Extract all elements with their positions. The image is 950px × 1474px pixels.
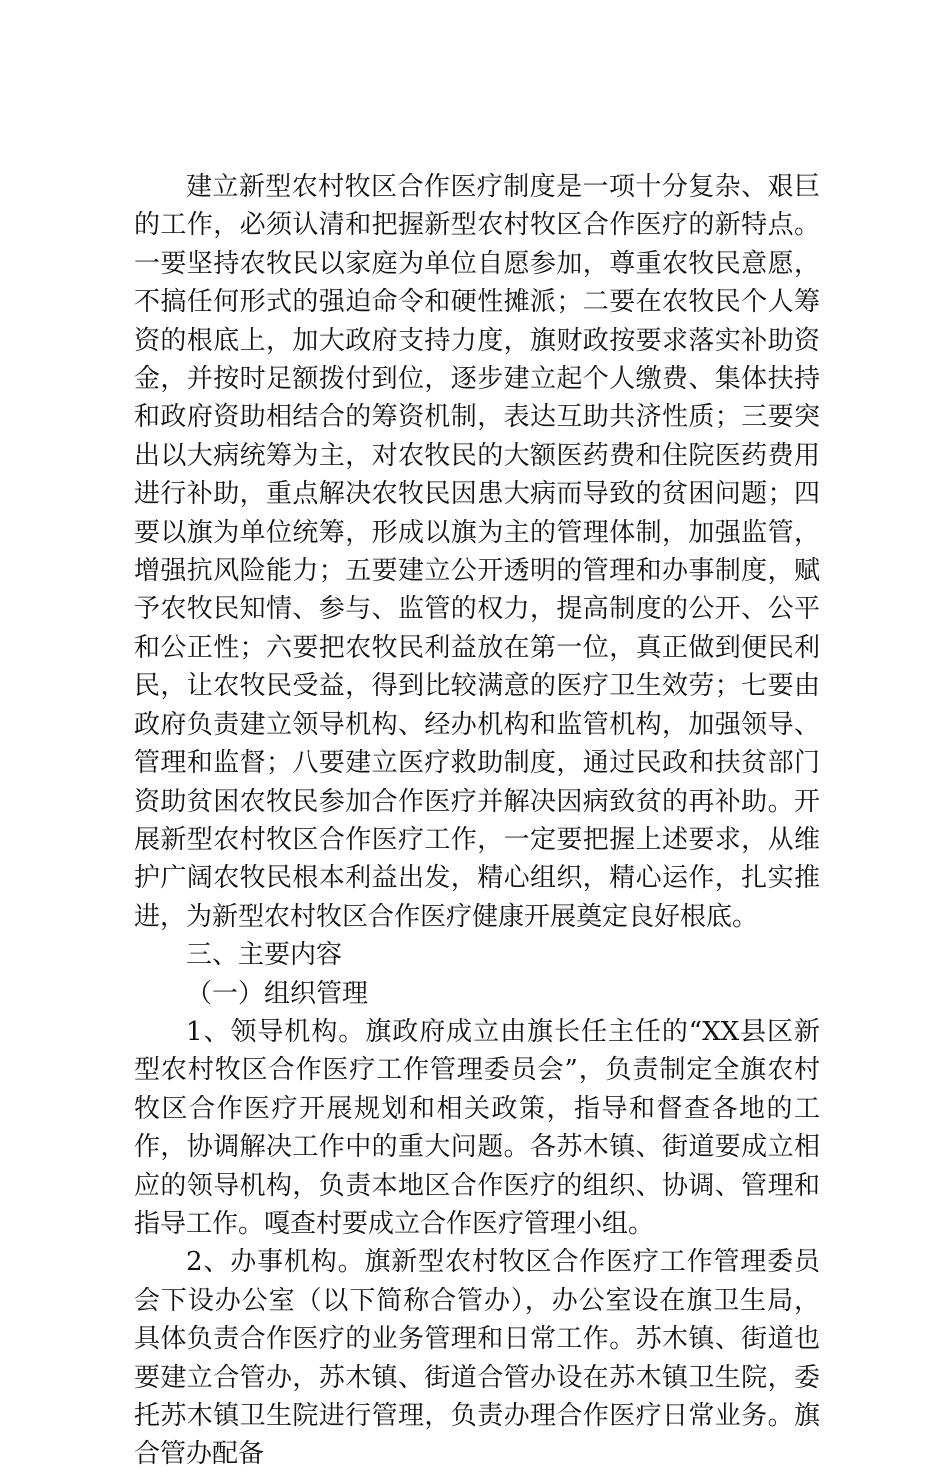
subsection-heading-organization: （一）组织管理 (186, 978, 369, 1009)
paragraph-office: 2、办事机构。旗新型农村牧区合作医疗工作管理委员会下设办公室（以下简称合管办），办公室设在旗卫生局，具体负责合作医疗的业务管理和日常工作。苏木镇、街道也要建立合管办，苏木镇、街道合管办设在苏木镇卫生院，委托苏木镇卫生院进行管理，负责办理合作医疗日常业务。旗合管办配备 (134, 1247, 820, 1470)
paragraph-principles: 建立新型农村牧区合作医疗制度是一项十分复杂、艰巨的工作，必须认清和把握新型农村牧区合作医疗的新特点。一要坚持农牧民以家庭为单位自愿参加，尊重农牧民意愿，不搞任何形式的强迫命令和硬性摊派；二要在农牧民个人筹资的根底上，加大政府支持力度，旗财政按要求落实补助资金，并按时足额拨付到位，逐步建立起个人缴费、集体扶持和政府资助相结合的筹资机制，表达互助共济性质；三要突出以大病统筹为主，对农牧民的大额医药费和住院医药费用进行补助，重点解决农牧民因患大病而导致的贫困问题；四要以旗为单位统筹，形成以旗为主的管理体制，加强监管，增强抗风险能力；五要建立公开透明的管理和办事制度，赋予农牧民知情、参与、监管的权力，提高制度的公开、公平和公正性；六要把农牧民利益放在第一位，真正做到便民利民，让农牧民受益，得到比较满意的医疗卫生效劳；七要由政府负责建立领导机构、经办机构和监管机构，加强领导、管理和监督；八要建立医疗救助制度，通过民政和扶贫部门资助贫困农牧民参加合作医疗并解决因病致贫的再补助。开展新型农村牧区合作医疗工作，一定要把握上述要求，从维护广阔农牧民根本利益出发，精心组织，精心运作，扎实推进，为新型农村牧区合作医疗健康开展奠定良好根底。 (134, 172, 820, 932)
document-body (134, 168, 820, 1474)
paragraph-leadership: 1、领导机构。旗政府成立由旗长任主任的“XX县区新型农村牧区合作医疗工作管理委员会”，负责制定全旗农村牧区合作医疗开展规划和相关政策，指导和督查各地的工作，协调解决工作中的重大问题。各苏木镇、街道要成立相应的领导机构，负责本地区合作医疗的组织、协调、管理和指导工作。嘎查村要成立合作医疗管理小组。 (134, 1016, 820, 1239)
section-heading-main-content: 三、主要内容 (186, 940, 343, 971)
